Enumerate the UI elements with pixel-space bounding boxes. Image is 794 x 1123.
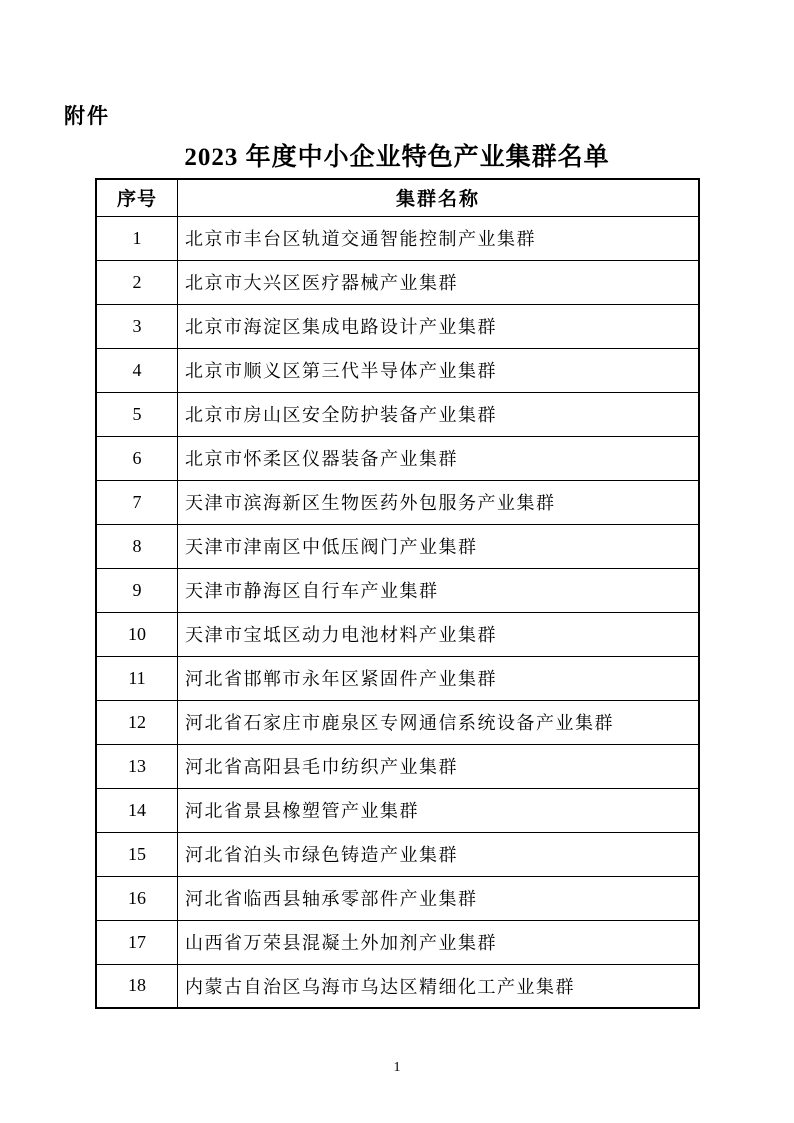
table-row <box>96 216 699 260</box>
row-index: 16 <box>96 876 178 920</box>
table-row <box>96 436 699 480</box>
row-index: 5 <box>96 392 178 436</box>
cluster-name: 山西省万荣县混凝土外加剂产业集群 <box>178 920 700 964</box>
row-index: 7 <box>96 480 178 524</box>
row-index: 3 <box>96 304 178 348</box>
row-index: 4 <box>96 348 178 392</box>
table-row <box>96 832 699 876</box>
page-title: 2023 年度中小企业特色产业集群名单 <box>184 144 610 171</box>
table-row <box>96 920 699 964</box>
cluster-name: 北京市海淀区集成电路设计产业集群 <box>178 304 700 348</box>
cluster-name: 河北省高阳县毛巾纺织产业集群 <box>178 744 700 788</box>
cluster-name: 河北省临西县轴承零部件产业集群 <box>178 876 700 920</box>
cluster-name: 天津市津南区中低压阀门产业集群 <box>178 524 700 568</box>
row-index: 1 <box>96 216 178 260</box>
cluster-name: 河北省泊头市绿色铸造产业集群 <box>178 832 700 876</box>
table-row <box>96 260 699 304</box>
row-index: 2 <box>96 260 178 304</box>
table-row <box>96 876 699 920</box>
row-index: 11 <box>96 656 178 700</box>
table-row <box>96 304 699 348</box>
table-row <box>96 348 699 392</box>
row-index: 15 <box>96 832 178 876</box>
cluster-name: 北京市丰台区轨道交通智能控制产业集群 <box>178 216 700 260</box>
row-index: 9 <box>96 568 178 612</box>
cluster-name: 河北省石家庄市鹿泉区专网通信系统设备产业集群 <box>178 700 700 744</box>
row-index: 17 <box>96 920 178 964</box>
attachment-label: 附件 <box>64 105 110 128</box>
cluster-name: 北京市顺义区第三代半导体产业集群 <box>178 348 700 392</box>
header-cluster-name: 集群名称 <box>178 179 700 216</box>
table-row <box>96 744 699 788</box>
row-index: 12 <box>96 700 178 744</box>
table-row <box>96 612 699 656</box>
cluster-name: 天津市宝坻区动力电池材料产业集群 <box>178 612 700 656</box>
table-row <box>96 964 699 1008</box>
header-index: 序号 <box>96 179 178 216</box>
row-index: 13 <box>96 744 178 788</box>
cluster-name: 内蒙古自治区乌海市乌达区精细化工产业集群 <box>178 964 700 1008</box>
cluster-name: 北京市大兴区医疗器械产业集群 <box>178 260 700 304</box>
table-row <box>96 700 699 744</box>
page-number: 1 <box>393 1060 401 1075</box>
cluster-table <box>95 178 700 1009</box>
cluster-name: 河北省景县橡塑管产业集群 <box>178 788 700 832</box>
table-row <box>96 788 699 832</box>
row-index: 8 <box>96 524 178 568</box>
cluster-name: 天津市静海区自行车产业集群 <box>178 568 700 612</box>
table-row <box>96 568 699 612</box>
table-header-row <box>96 179 699 216</box>
cluster-name: 天津市滨海新区生物医药外包服务产业集群 <box>178 480 700 524</box>
row-index: 18 <box>96 964 178 1008</box>
table-row <box>96 480 699 524</box>
table-row <box>96 656 699 700</box>
cluster-name: 北京市怀柔区仪器装备产业集群 <box>178 436 700 480</box>
row-index: 6 <box>96 436 178 480</box>
table-row <box>96 392 699 436</box>
cluster-name: 北京市房山区安全防护装备产业集群 <box>178 392 700 436</box>
table-body <box>96 216 699 1008</box>
row-index: 10 <box>96 612 178 656</box>
table-row <box>96 524 699 568</box>
cluster-name: 河北省邯郸市永年区紧固件产业集群 <box>178 656 700 700</box>
row-index: 14 <box>96 788 178 832</box>
